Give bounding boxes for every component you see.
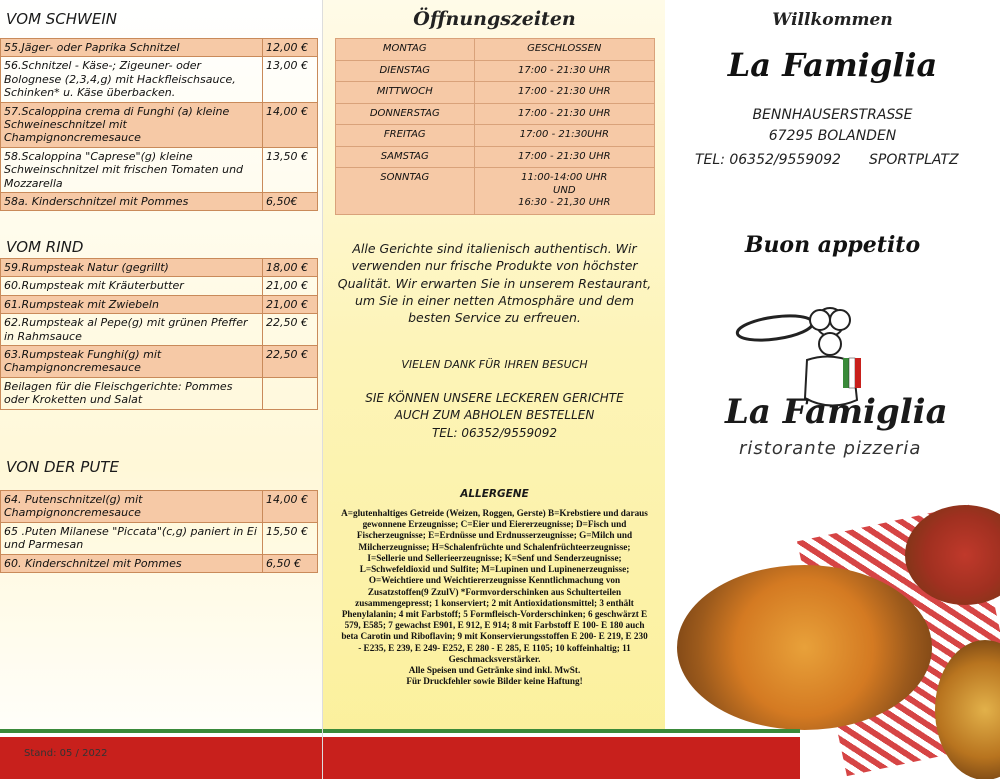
hours-time-line: 16:30 - 21,30 UHR	[518, 197, 611, 208]
hours-time: 17:00 - 21:30 UHR	[474, 60, 654, 82]
menu-item-price: 6,50€	[263, 193, 318, 211]
menu-item-price: 18,00 €	[263, 259, 318, 277]
menu-item-price: 15,50 €	[263, 522, 318, 554]
hours-row	[336, 39, 655, 61]
allergen-legend	[339, 508, 650, 688]
allergen-footer: Alle Speisen und Getränke sind inkl. MwSt.	[408, 665, 581, 676]
menu-item-price: 12,00 €	[263, 39, 318, 57]
section-title-pute: VON DER PUTE	[6, 458, 119, 476]
hours-row	[336, 168, 655, 215]
menu-row	[1, 314, 318, 346]
takeaway-phone: TEL: 06352/9559092	[431, 425, 558, 440]
hours-time: 17:00 - 21:30 UHR	[474, 146, 654, 168]
section-title-rind: VOM RIND	[6, 238, 84, 256]
opening-hours-title: Öffnungszeiten	[413, 8, 576, 30]
menu-row	[1, 554, 318, 572]
restaurant-logo	[715, 300, 990, 485]
hours-time: 17:00 - 21:30UHR	[474, 125, 654, 147]
logo-name: La Famiglia	[725, 392, 948, 432]
menu-item-name: 64. Putenschnitzel(g) mit Champignoncremesauce	[1, 491, 263, 523]
menu-row	[1, 259, 318, 277]
menu-item-price: 13,50 €	[263, 147, 318, 192]
address-street: BENNHAUSERSTRASSE	[752, 107, 913, 123]
address-block	[665, 105, 1000, 147]
left-menu-panel	[0, 0, 322, 779]
sportplatz-label: SPORTPLATZ	[869, 152, 959, 168]
allergen-title: ALLERGENE	[460, 488, 529, 500]
menu-item-price: 6,50 €	[263, 554, 318, 572]
address-city: 67295 BOLANDEN	[768, 128, 897, 144]
menu-table-rind	[0, 258, 318, 410]
menu-item-name: 60. Kinderschnitzel mit Pommes	[1, 554, 263, 572]
menu-item-price: 13,00 €	[263, 57, 318, 102]
intro-text: Alle Gerichte sind italienisch authentisch. Wir verwenden nur frische Produkte von höchster Qualität. Wir erwarten Sie in unserem Restaurant, um Sie in einer netten Atmosphäre und dem besten Service zu erfreuen.	[337, 241, 652, 325]
logo-subtitle: ristorante pizzeria	[739, 438, 922, 459]
pizza-image	[677, 565, 932, 730]
menu-item-name: 58.Scaloppina "Caprese"(g) kleine Schweinschnitzel mit frischen Tomaten und Mozzarella	[1, 147, 263, 192]
welcome-heading: Willkommen	[772, 10, 893, 30]
menu-item-name: Beilagen für die Fleischgerichte: Pommes oder Kroketten und Salat	[1, 377, 263, 409]
menu-item-name: 55.Jäger- oder Paprika Schnitzel	[1, 39, 263, 57]
menu-item-name: 62.Rumpsteak al Pepe(g) mit grünen Pfeffer in Rahmsauce	[1, 314, 263, 346]
takeaway-line: AUCH ZUM ABHOLEN BESTELLEN	[394, 408, 595, 423]
hours-time-sunday	[474, 168, 654, 215]
hours-day: FREITAG	[336, 125, 475, 147]
hours-time: 17:00 - 21:30 UHR	[474, 82, 654, 104]
menu-item-price: 14,00 €	[263, 102, 318, 147]
hours-row	[336, 60, 655, 82]
hours-day: DIENSTAG	[336, 60, 475, 82]
menu-item-price	[263, 377, 318, 409]
menu-item-name: 56.Schnitzel - Käse-; Zigeuner- oder Bolognese (2,3,4,g) mit Hackfleischsauce, Schinken* u. Käse überbacken.	[1, 57, 263, 102]
italian-stripe-bar	[665, 729, 800, 779]
menu-row	[1, 277, 318, 295]
thanks-text: VIELEN DANK FÜR IHREN BESUCH	[401, 358, 588, 371]
menu-row	[1, 522, 318, 554]
takeaway-block	[333, 390, 656, 442]
menu-row	[1, 377, 318, 409]
menu-row	[1, 39, 318, 57]
hours-time-line: UND	[553, 184, 576, 196]
menu-row	[1, 295, 318, 313]
menu-item-name: 58a. Kinderschnitzel mit Pommes	[1, 193, 263, 211]
menu-row	[1, 491, 318, 523]
restaurant-name: La Famiglia	[727, 46, 938, 84]
allergen-footer: Für Druckfehler sowie Bilder keine Haftung!	[406, 676, 583, 687]
hours-time: 17:00 - 21:30 UHR	[474, 103, 654, 125]
menu-row	[1, 57, 318, 102]
allergen-text: A=glutenhaltiges Getreide (Weizen, Roggen, Gerste) B=Krebstiere und daraus gewonnene Erzeugnisse; C=Eier und Eiererzeugnisse; D=Fisch und Fischerzeugnisse; E=Erdnüsse und Erdnusserzeugnisse; G=Milch und Milcherzeugnisse; H=Schalenfrüchte und Schalenfrüchteerzeugnisse; I=Sellerie und Sellerieerzeugnisse; K=Senf und Senderzeugnisse; L=Schwefeldioxid und Sulfite; M=Lupinen und Lupinenerzeugnisse; O=Weichtiere und Weichtiererzeugnisse Kenntlichmachung von Zusatzstoffen(9 ZzulV) *Formvorderschinken aus Schulterteilen zusammengepresst; 1 konserviert; 2 mit Antioxidationsmittel; 3 enthält Phenylalanin; 4 mit Farbstoff; 5 Formfleisch-Vorderschinken; 6 geschwärzt E 579, E585; 7 gewachst E901, E 912, E 914; 8 mit Farbstoff E 100- E 180 auch beta Carotin und Riboflavin; 9 mit Konservierungsstoffen E 200- E 219, E 230 - E235, E 239, E 249- E252, E 280 - E 285, E 1105; 10 koffeinhaltig; 11 Geschmacksverstärker.	[341, 508, 648, 664]
opening-hours-table	[335, 38, 655, 215]
hours-time: GESCHLOSSEN	[474, 39, 654, 61]
takeaway-line: SIE KÖNNEN UNSERE LECKEREN GERICHTE	[365, 391, 624, 405]
right-cover-panel	[665, 0, 1000, 779]
middle-info-panel	[322, 0, 667, 779]
menu-item-price: 22,50 €	[263, 314, 318, 346]
hours-time-line: 11:00-14:00 UHR	[521, 172, 608, 183]
menu-row	[1, 346, 318, 378]
hours-row	[336, 146, 655, 168]
print-date: Stand: 05 / 2022	[24, 748, 108, 759]
menu-item-price: 14,00 €	[263, 491, 318, 523]
italian-stripe-bar	[323, 729, 666, 779]
hours-day: SAMSTAG	[336, 146, 475, 168]
menu-row	[1, 147, 318, 192]
hours-row	[336, 125, 655, 147]
hours-day: DONNERSTAG	[336, 103, 475, 125]
hours-row	[336, 82, 655, 104]
menu-item-name: 63.Rumpsteak Funghi(g) mit Champignoncremesauce	[1, 346, 263, 378]
menu-row	[1, 193, 318, 211]
hours-row	[336, 103, 655, 125]
menu-item-price: 21,00 €	[263, 295, 318, 313]
menu-item-name: 57.Scaloppina crema di Funghi (a) kleine Schweineschnitzel mit Champignoncremesauce	[1, 102, 263, 147]
menu-item-name: 61.Rumpsteak mit Zwiebeln	[1, 295, 263, 313]
hours-day: MONTAG	[336, 39, 475, 61]
menu-item-name: 60.Rumpsteak mit Kräuterbutter	[1, 277, 263, 295]
buon-appetito: Buon appetito	[744, 232, 921, 258]
menu-item-price: 21,00 €	[263, 277, 318, 295]
hours-day: MITTWOCH	[336, 82, 475, 104]
menu-item-name: 59.Rumpsteak Natur (gegrillt)	[1, 259, 263, 277]
menu-table-pute	[0, 490, 318, 573]
menu-item-price: 22,50 €	[263, 346, 318, 378]
section-title-schwein: VOM SCHWEIN	[6, 10, 118, 28]
menu-item-name: 65 .Puten Milanese "Piccata"(c,g) paniert in Ei und Parmesan	[1, 522, 263, 554]
menu-table-schwein	[0, 38, 318, 211]
phone-number: TEL: 06352/9559092	[695, 152, 841, 168]
hours-day: SONNTAG	[336, 168, 475, 215]
menu-row	[1, 102, 318, 147]
